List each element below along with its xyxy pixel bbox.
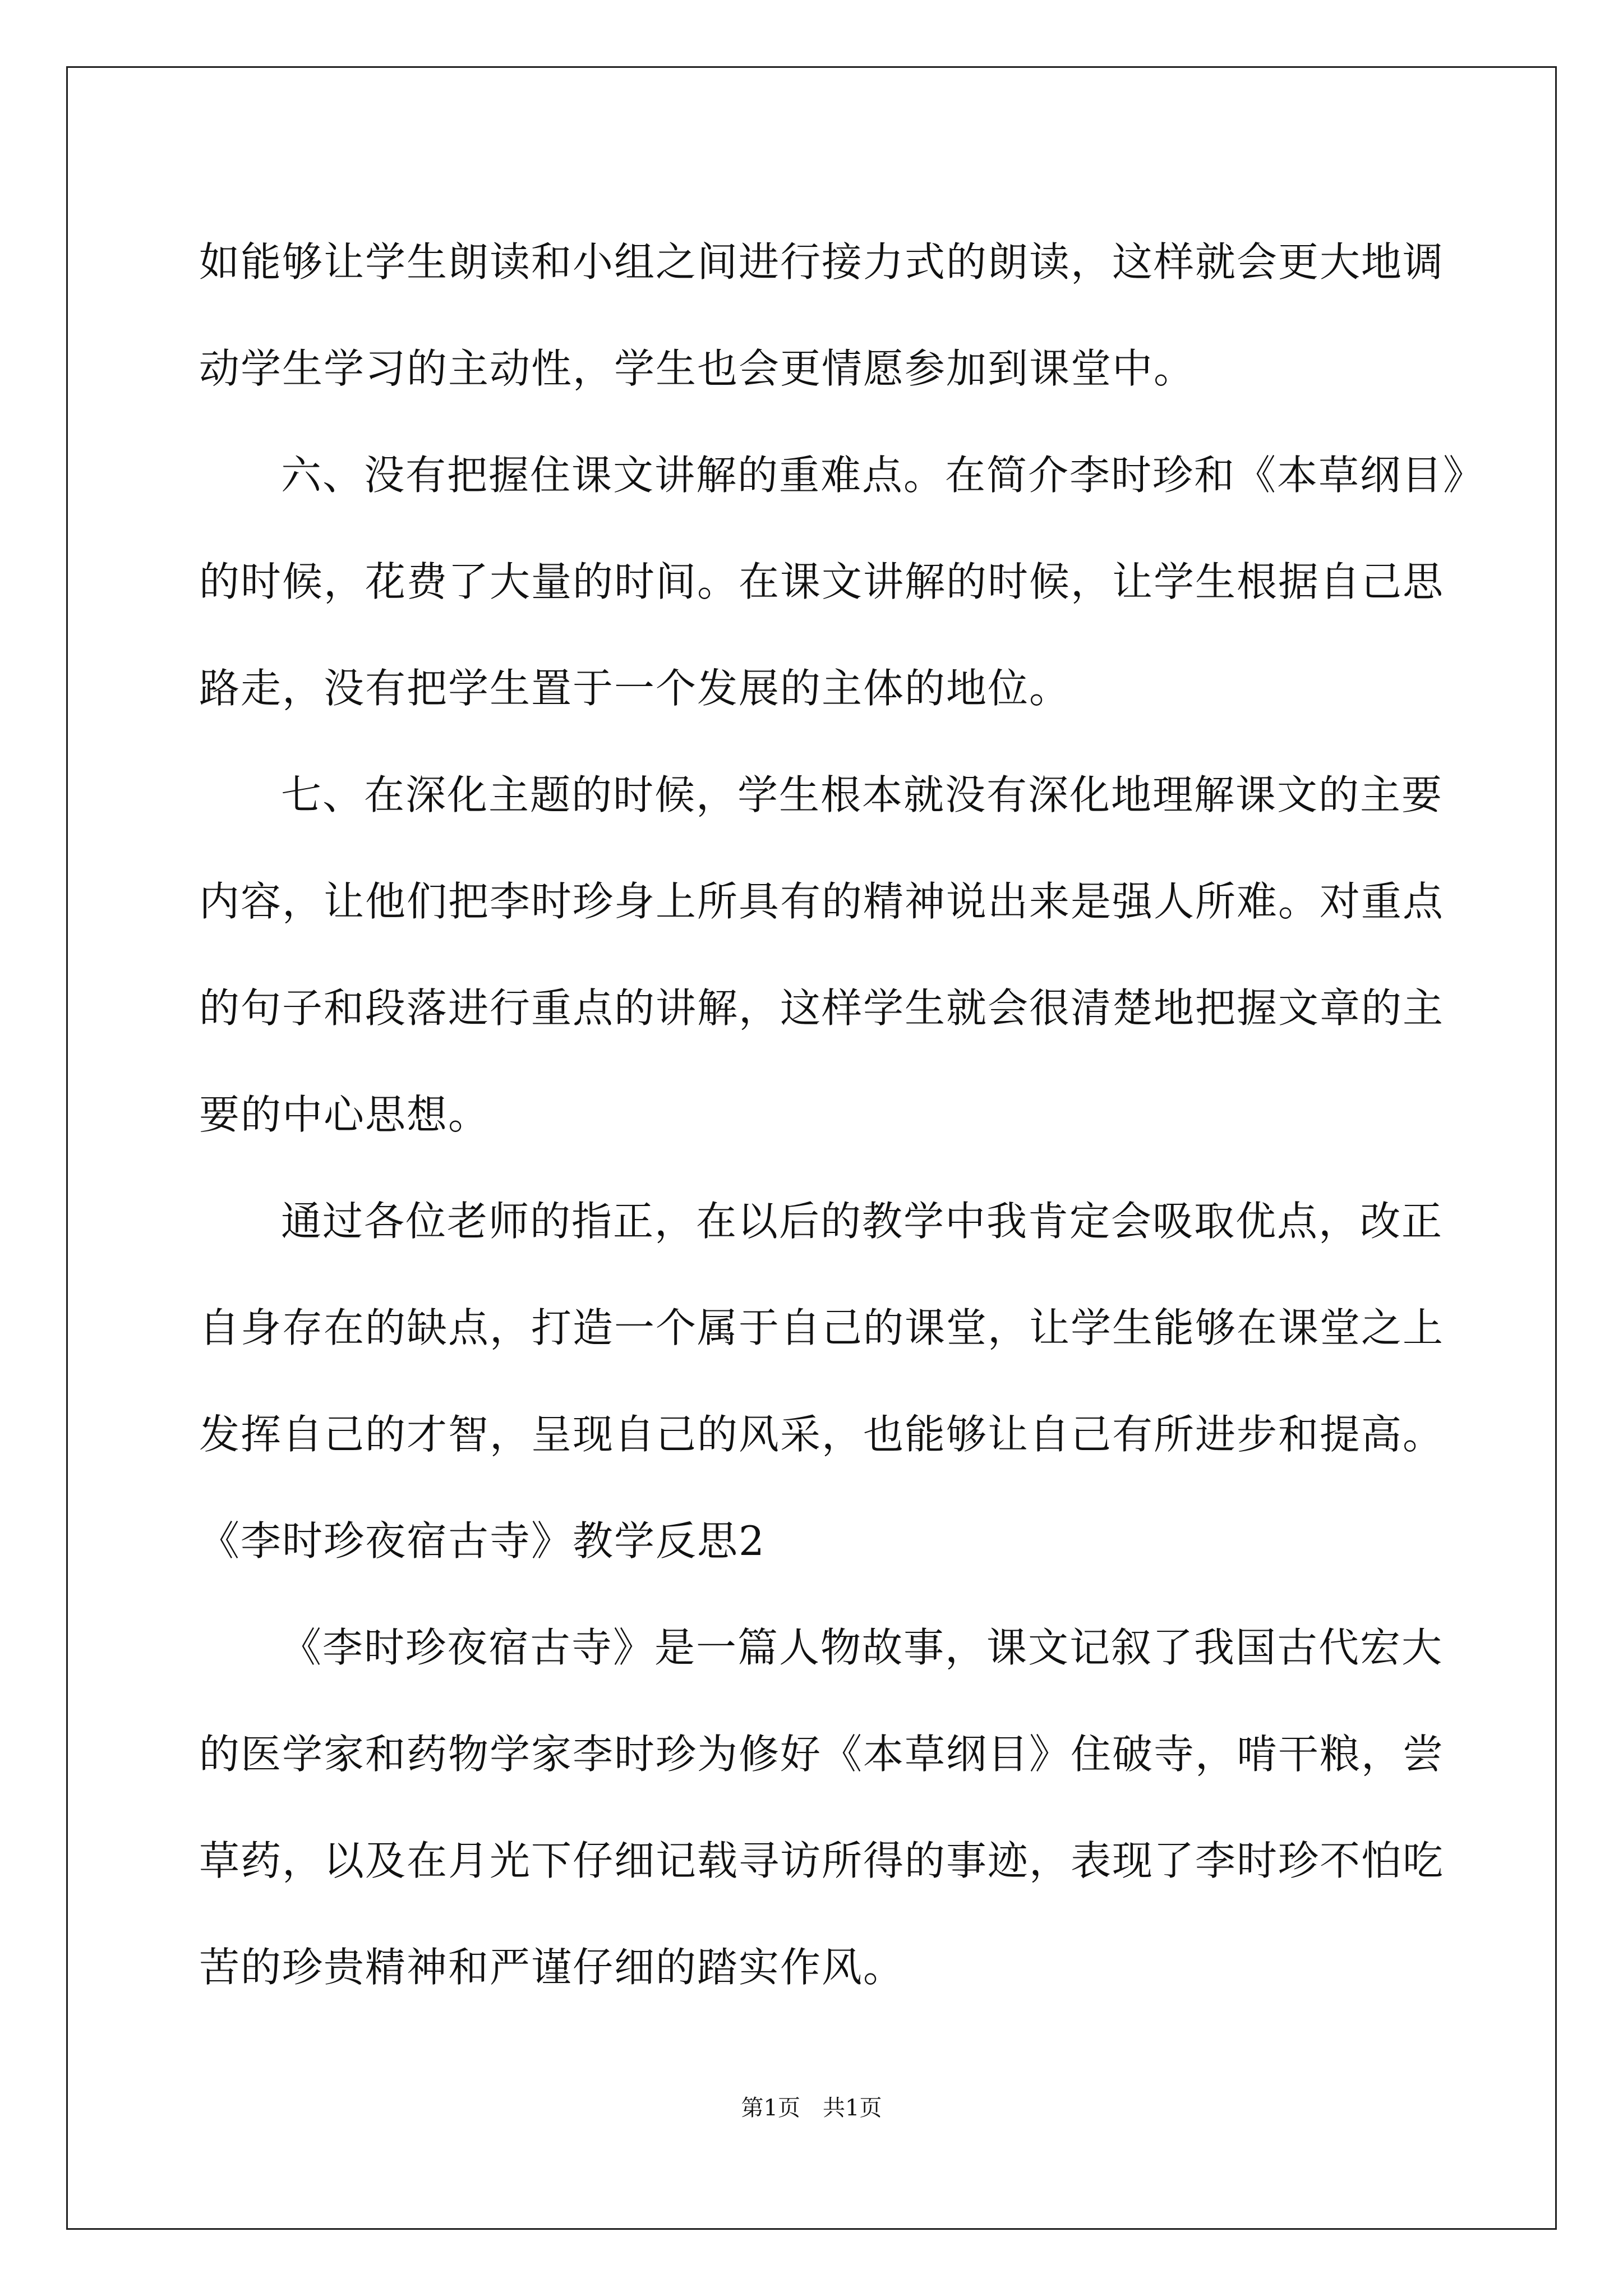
paragraph-line: 的时候，花费了大量的时间。在课文讲解的时候，让学生根据自己思: [199, 558, 1445, 605]
paragraph-line: 的句子和段落进行重点的讲解，这样学生就会很清楚地把握文章的主: [199, 984, 1445, 1032]
paragraph-line: 苦的珍贵精神和严谨仔细的踏实作风。: [199, 1944, 905, 1991]
paragraph-line: 发挥自己的才智，呈现自己的风采，也能够让自己有所进步和提高。: [199, 1411, 1445, 1458]
paragraph-line: 如能够让学生朗读和小组之间进行接力式的朗读，这样就会更大地调: [199, 238, 1445, 286]
paragraph-line: 草药，以及在月光下仔细记载寻访所得的事迹，表现了李时珍不怕吃: [199, 1837, 1445, 1884]
paragraph-line: 动学生学习的主动性，学生也会更情愿参加到课堂中。: [199, 345, 1196, 392]
paragraph-line: 的医学家和药物学家李时珍为修好《本草纲目》住破寺，啃干粮，尝: [199, 1731, 1445, 1778]
page-footer: 第1页 共1页: [741, 2095, 882, 2121]
section-heading: 《李时珍夜宿古寺》教学反思2: [199, 1517, 766, 1565]
paragraph-line: 七、在深化主题的时候，学生根本就没有深化地理解课文的主要: [281, 771, 1444, 818]
document-body: [199, 209, 1485, 2021]
paragraph-line: 路走，没有把学生置于一个发展的主体的地位。: [199, 665, 1071, 712]
paragraph-line: 六、没有把握住课文讲解的重难点。在简介李时珍和《本草纲目》: [281, 452, 1485, 499]
paragraph-line: 自身存在的缺点，打造一个属于自己的课堂，让学生能够在课堂之上: [199, 1304, 1445, 1351]
paragraph-line: 内容，让他们把李时珍身上所具有的精神说出来是强人所难。对重点: [199, 878, 1445, 925]
paragraph-line: 通过各位老师的指正，在以后的教学中我肯定会吸取优点，改正: [281, 1198, 1444, 1245]
paragraph-line: 《李时珍夜宿古寺》是一篇人物故事，课文记叙了我国古代宏大: [281, 1624, 1444, 1671]
paragraph-line: 要的中心思想。: [199, 1091, 490, 1138]
